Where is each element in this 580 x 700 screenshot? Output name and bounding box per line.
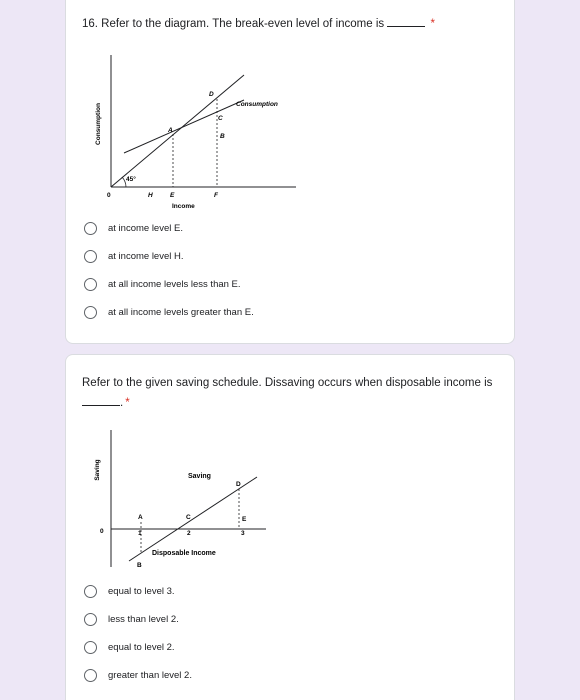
answer-blank bbox=[387, 16, 425, 27]
option-label: greater than level 2. bbox=[108, 669, 192, 681]
tick-h: H bbox=[148, 192, 153, 199]
option-label: equal to level 3. bbox=[108, 585, 175, 597]
option-label: at income level H. bbox=[108, 250, 184, 262]
option-2[interactable] bbox=[84, 246, 184, 266]
point-c: C bbox=[186, 514, 191, 521]
option-4[interactable] bbox=[84, 665, 192, 685]
option-label: at income level E. bbox=[108, 222, 183, 234]
required-asterisk: * bbox=[430, 18, 436, 30]
point-a: A bbox=[168, 127, 173, 134]
question-title: Refer to the given saving schedule. Dissaving occurs when disposable income is . * bbox=[82, 377, 493, 409]
option-1[interactable] bbox=[84, 581, 175, 601]
question-text: Refer to the given saving schedule. Dissaving occurs when disposable income is bbox=[82, 377, 493, 389]
radio-button[interactable] bbox=[84, 585, 97, 598]
point-a: A bbox=[138, 514, 143, 521]
tick-3: 3 bbox=[241, 530, 245, 537]
tick-2: 2 bbox=[187, 530, 191, 537]
x-axis-label: Income bbox=[172, 203, 195, 210]
option-4[interactable] bbox=[84, 302, 254, 322]
radio-button[interactable] bbox=[84, 641, 97, 654]
option-label: at all income levels less than E. bbox=[108, 278, 241, 290]
origin-label: 0 bbox=[100, 528, 104, 535]
point-d: D bbox=[209, 91, 214, 98]
radio-button[interactable] bbox=[84, 613, 97, 626]
consumption-line bbox=[124, 100, 244, 153]
question-title bbox=[82, 14, 435, 34]
x-axis-label: Disposable Income bbox=[152, 550, 216, 557]
tick-e: E bbox=[170, 192, 175, 199]
option-label: at all income levels greater than E. bbox=[108, 306, 254, 318]
option-label: equal to level 2. bbox=[108, 641, 175, 653]
option-3[interactable] bbox=[84, 274, 241, 294]
radio-button[interactable] bbox=[84, 250, 97, 263]
option-1[interactable] bbox=[84, 218, 183, 238]
forty-five-degree-line bbox=[111, 75, 244, 187]
point-b: B bbox=[137, 562, 142, 569]
answer-blank bbox=[82, 395, 120, 406]
y-axis-label: Saving bbox=[94, 459, 101, 481]
required-asterisk: * bbox=[125, 397, 130, 409]
radio-button[interactable] bbox=[84, 222, 97, 235]
tick-f: F bbox=[214, 192, 218, 199]
point-e: E bbox=[242, 516, 247, 523]
saving-line-label: Saving bbox=[188, 473, 211, 480]
point-b: B bbox=[220, 133, 225, 140]
radio-button[interactable] bbox=[84, 669, 97, 682]
option-label: less than level 2. bbox=[108, 613, 179, 625]
question-card-2 bbox=[65, 354, 515, 700]
origin-label: 0 bbox=[107, 192, 111, 199]
option-2[interactable] bbox=[84, 609, 179, 629]
y-axis-label: Consumption bbox=[95, 103, 102, 145]
consumption-line-label: Consumption bbox=[236, 101, 278, 108]
radio-button[interactable] bbox=[84, 306, 97, 319]
consumption-diagram bbox=[96, 50, 296, 215]
saving-line bbox=[129, 477, 257, 561]
point-c: C bbox=[218, 115, 223, 122]
saving-diagram bbox=[91, 425, 301, 575]
angle-label: 45° bbox=[126, 176, 136, 183]
question-text: 16. Refer to the diagram. The break-even level of income is bbox=[82, 18, 385, 30]
tick-1: 1 bbox=[138, 530, 142, 537]
radio-button[interactable] bbox=[84, 278, 97, 291]
point-d: D bbox=[236, 481, 241, 488]
question-card-1 bbox=[65, 0, 515, 344]
option-3[interactable] bbox=[84, 637, 175, 657]
